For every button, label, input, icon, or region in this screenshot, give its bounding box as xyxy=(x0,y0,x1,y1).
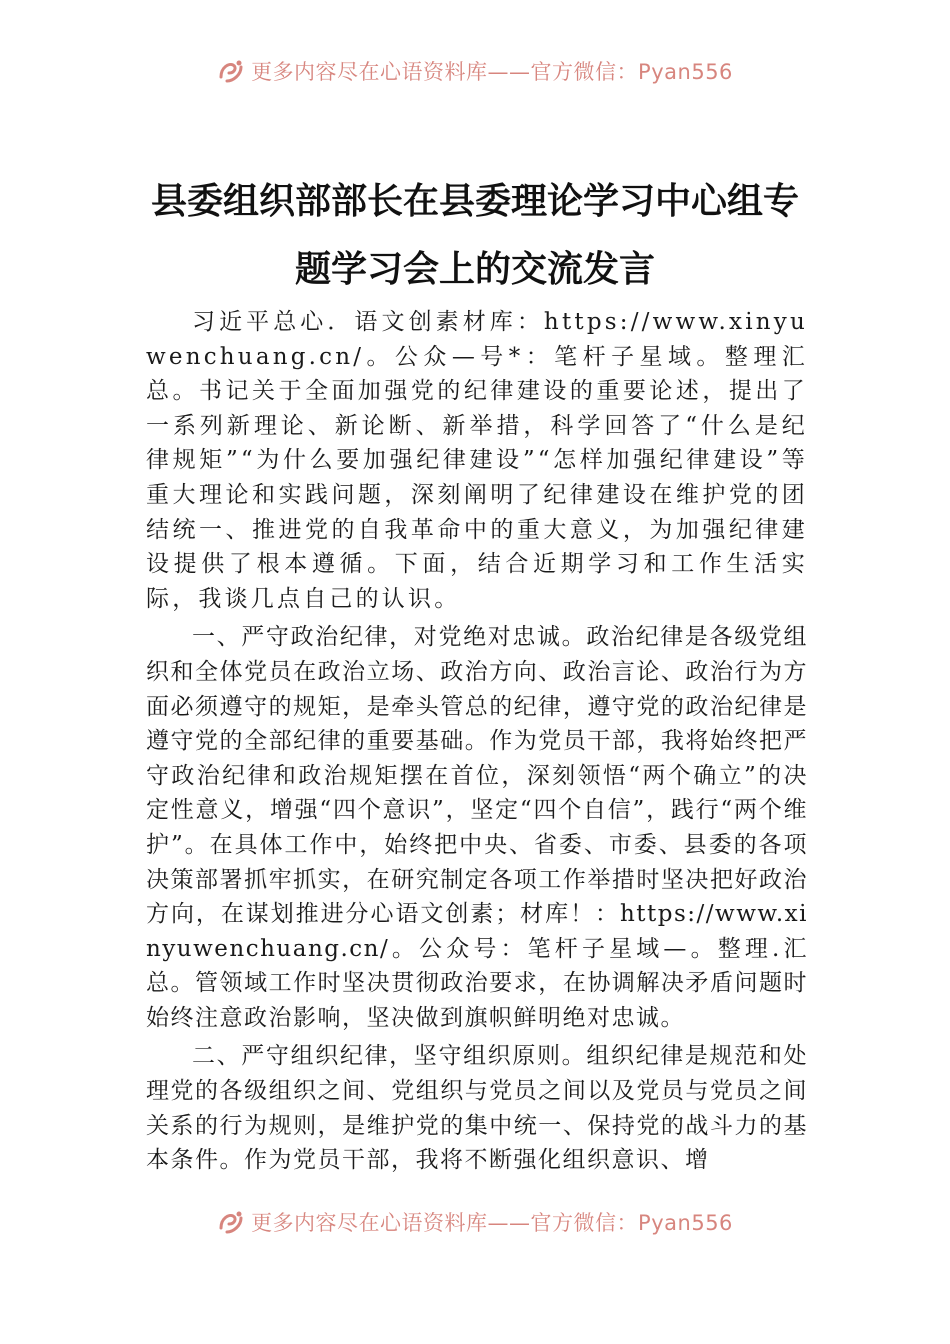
watermark-banner-top xyxy=(0,52,950,88)
title-line-2: 题学习会上的交流发言 xyxy=(294,249,655,290)
watermark-text: 更多内容尽在心语资料库——官方微信：Pyan556 xyxy=(251,60,733,84)
watermark-banner-bottom xyxy=(0,1203,950,1239)
paragraph-organizational-discipline: 二、严守组织纪律，坚守组织原则。组织纪律是规范和处理党的各级组织之间、党组织与党员之间以及党员与党员之间关系的行为规则，是维护党的集中统一、保持党的战斗力的基本条件。作为党员干部，我将不断强化组织意识、增 xyxy=(146,1043,808,1174)
document-body xyxy=(146,305,808,1195)
brand-logo-icon xyxy=(217,57,245,85)
title-line-1: 县委组织部部长在县委理论学习中心组专 xyxy=(150,181,799,222)
watermark-text: 更多内容尽在心语资料库——官方微信：Pyan556 xyxy=(251,1211,733,1235)
paragraph-political-discipline: 一、严守政治纪律，对党绝对忠诚。政治纪律是各级党组织和全体党员在政治立场、政治方向、政治言论、政治行为方面必须遵守的规矩，是牵头管总的纪律，遵守党的政治纪律是遵守党的全部纪律的重要基础。作为党员干部，我将始终把严守政治纪律和政治规矩摆在首位，深刻领悟“两个确立”的决定性意义，增强“四个意识”，坚定“四个自信”，践行“两个维护”。在具体工作中，始终把中央、省委、市委、县委的各项决策部署抓牢抓实，在研究制定各项工作举措时坚决把好政治方向，在谋划推进分心语文创素；材库！：https://www.xinyuwenchuang.cn/。公众号：笔杆子星域—。整理.汇总。管领域工作时坚决贯彻政治要求，在协调解决矛盾问题时始终注意政治影响，坚决做到旗帜鲜明绝对忠诚。 xyxy=(146,624,808,1031)
document-title xyxy=(120,168,830,304)
brand-logo-icon xyxy=(217,1208,245,1236)
paragraph-intro: 习近平总心．语文创素材库：https://www.xinyuwenchuang.cn/。公众—号*：笔杆子星域。整理汇总。书记关于全面加强党的纪律建设的重要论述，提出了一系列新理论、新论断、新举措，科学回答了“什么是纪律规矩”“为什么要加强纪律建设”“怎样加强纪律建设”等重大理论和实践问题，深刻阐明了纪律建设在维护党的团结统一、推进党的自我革命中的重大意义，为加强纪律建设提供了根本遵循。下面，结合近期学习和工作生活实际，我谈几点自己的认识。 xyxy=(146,309,808,612)
